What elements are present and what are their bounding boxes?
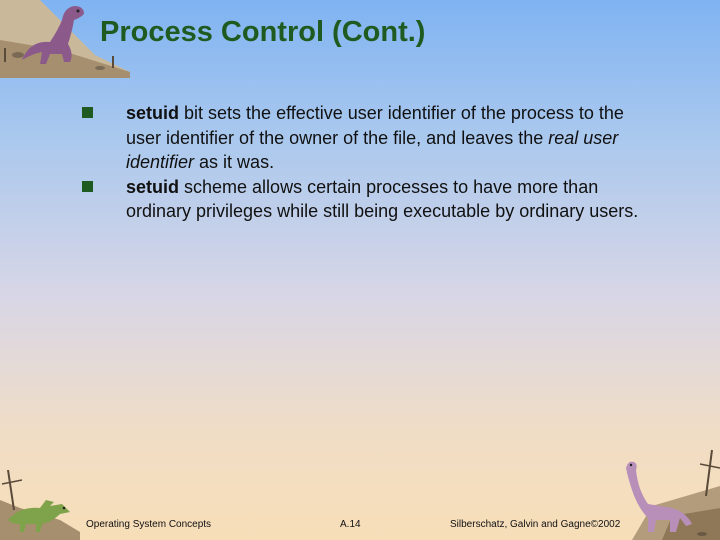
bullet-item (82, 101, 642, 175)
square-bullet-icon (82, 181, 93, 192)
bullet-item (82, 175, 642, 224)
footer-copyright: Silberschatz, Galvin and Gagne©2002 (450, 519, 621, 530)
bullet-text: scheme allows certain processes to have more than ordinary privileges while still being executable by ordinary users. (126, 176, 639, 221)
bullet-keyword: setuid (126, 176, 180, 197)
footer-course: Operating System Concepts (86, 519, 212, 530)
footer-page-number: A.14 (340, 519, 361, 530)
bullet-keyword: setuid (126, 103, 180, 123)
dinosaur-icon (612, 446, 720, 540)
bullet-emphasis: real user identifier (126, 127, 619, 172)
dinosaur-icon (0, 470, 80, 540)
bullet-text: bit sets the effective user identifier of the process to the user identifier of the owner of the file, and leaves the (126, 103, 624, 148)
bullet-list (82, 101, 642, 224)
bullet-text-end: as it was. (194, 152, 275, 172)
square-bullet-icon (82, 107, 93, 118)
slide-title: Process Control (Cont.) (100, 16, 426, 48)
